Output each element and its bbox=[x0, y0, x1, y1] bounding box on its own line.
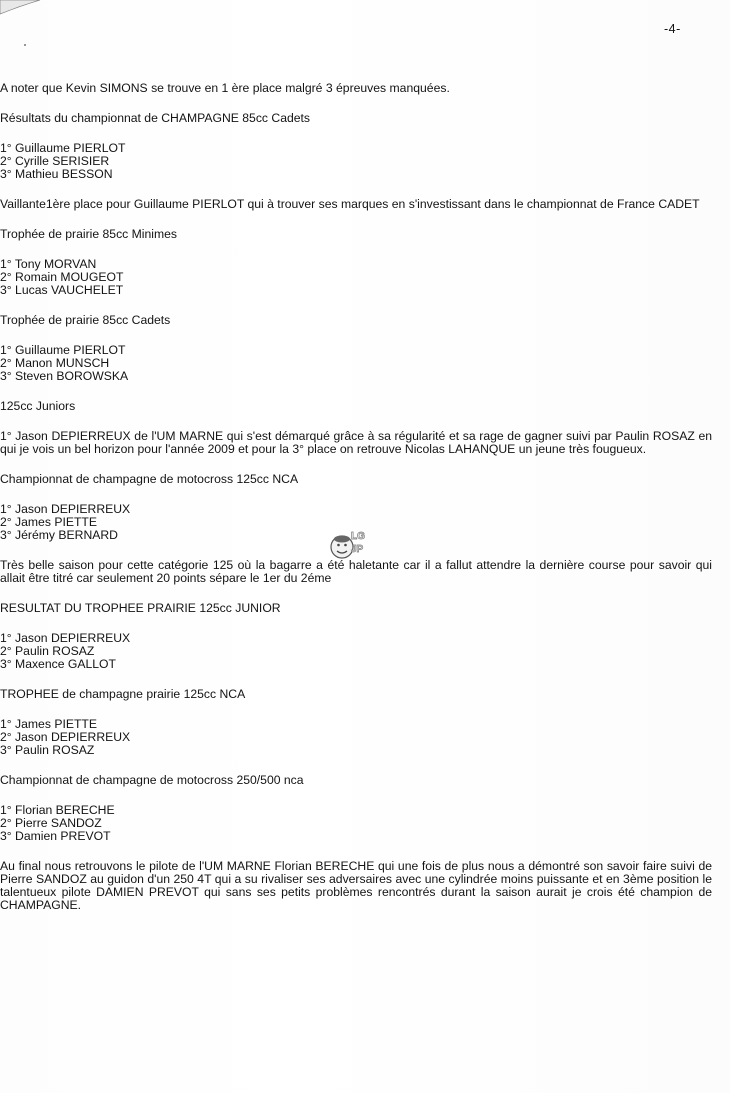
section-title-minimes: Trophée de prairie 85cc Minimes bbox=[0, 227, 178, 241]
result-line: 1° Jason DEPIERREUX bbox=[0, 502, 131, 516]
result-line: 2° Romain MOUGEOT bbox=[0, 270, 124, 284]
section-title-nca-prairie: TROPHEE de champagne prairie 125cc NCA bbox=[0, 687, 246, 701]
section-title-cadets: Trophée de prairie 85cc Cadets bbox=[0, 313, 171, 327]
result-line: 1° Florian BERECHE bbox=[0, 803, 115, 817]
result-line: 3° Paulin ROSAZ bbox=[0, 743, 95, 757]
section-title-250: Championnat de champagne de motocross 250/500 nca bbox=[0, 773, 304, 787]
folded-corner-mark bbox=[0, 0, 60, 30]
result-line: 3° Steven BOROWSKA bbox=[0, 369, 129, 383]
page-number: -4- bbox=[664, 22, 681, 36]
result-line: 1° Guillaume PIERLOT bbox=[0, 343, 126, 357]
result-line: 3° Maxence GALLOT bbox=[0, 657, 116, 671]
result-line: 2° Cyrille SERISIER bbox=[0, 154, 110, 168]
result-line: 1° Tony MORVAN bbox=[0, 257, 97, 271]
result-line: 1° James PIETTE bbox=[0, 717, 97, 731]
result-line: 3° Jérémy BERNARD bbox=[0, 528, 118, 542]
result-line: 1° Guillaume PIERLOT bbox=[0, 141, 126, 155]
svg-text:LG: LG bbox=[351, 531, 365, 542]
result-line: 3° Lucas VAUCHELET bbox=[0, 283, 124, 297]
result-line: 2° Jason DEPIERREUX bbox=[0, 730, 131, 744]
result-line: 3° Mathieu BESSON bbox=[0, 167, 113, 181]
scan-speck bbox=[24, 44, 26, 46]
svg-text:JP: JP bbox=[351, 544, 364, 555]
comment-champ85: Vaillante1ère place pour Guillaume PIERLOT qui à trouver ses marques en s'investissant dans le championnat de France CADET bbox=[0, 197, 700, 211]
section-title-champ85: Résultats du championnat de CHAMPAGNE 85cc Cadets bbox=[0, 111, 311, 125]
section-title-nca125: Championnat de champagne de motocross 125cc NCA bbox=[0, 472, 299, 486]
document-body bbox=[0, 82, 718, 912]
result-line: 2° Pierre SANDOZ bbox=[0, 816, 102, 830]
result-line: 2° Paulin ROSAZ bbox=[0, 644, 95, 658]
result-line: 2° James PIETTE bbox=[0, 515, 97, 529]
final-comment: Au final nous retrouvons le pilote de l'UM MARNE Florian BERECHE qui une fois de plus nous a démontré son savoir faire suivi de Pierre SANDOZ au guidon d'un 250 4T qui a su rivaliser ses adversaires avec une cylindrée moins puissante et en 3ème position le talentueux pilote DAMIEN PREVOT qui sans ses petits problèmes rencontrés durant la saison aurait je crois été champion de CHAMPAGNE. bbox=[0, 859, 712, 912]
intro-note: A noter que Kevin SIMONS se trouve en 1 ère place malgré 3 épreuves manquées. bbox=[0, 81, 450, 95]
section-title-juniors: 125cc Juniors bbox=[0, 399, 76, 413]
comment-nca125: Très belle saison pour cette catégorie 125 où la bagarre a été haletante car il a fallut attendre la dernière course pour savoir qui allait être titré car seulement 20 points sépare le 1er du 2éme bbox=[0, 558, 712, 585]
section-title-junior-prairie: RESULTAT DU TROPHEE PRAIRIE 125cc JUNIOR bbox=[0, 601, 281, 615]
result-line: 1° Jason DEPIERREUX bbox=[0, 631, 131, 645]
comment-juniors: 1° Jason DEPIERREUX de l'UM MARNE qui s'est démarqué grâce à sa régularité et sa rage de gagner suivi par Paulin ROSAZ en qui je vois un bel horizon pour l'année 2009 et pour la 3° place on retrouve Nicolas LAHANQUE un jeune très fougueux. bbox=[0, 429, 712, 456]
result-line: 2° Manon MUNSCH bbox=[0, 356, 110, 370]
result-line: 3° Damien PREVOT bbox=[0, 829, 111, 843]
